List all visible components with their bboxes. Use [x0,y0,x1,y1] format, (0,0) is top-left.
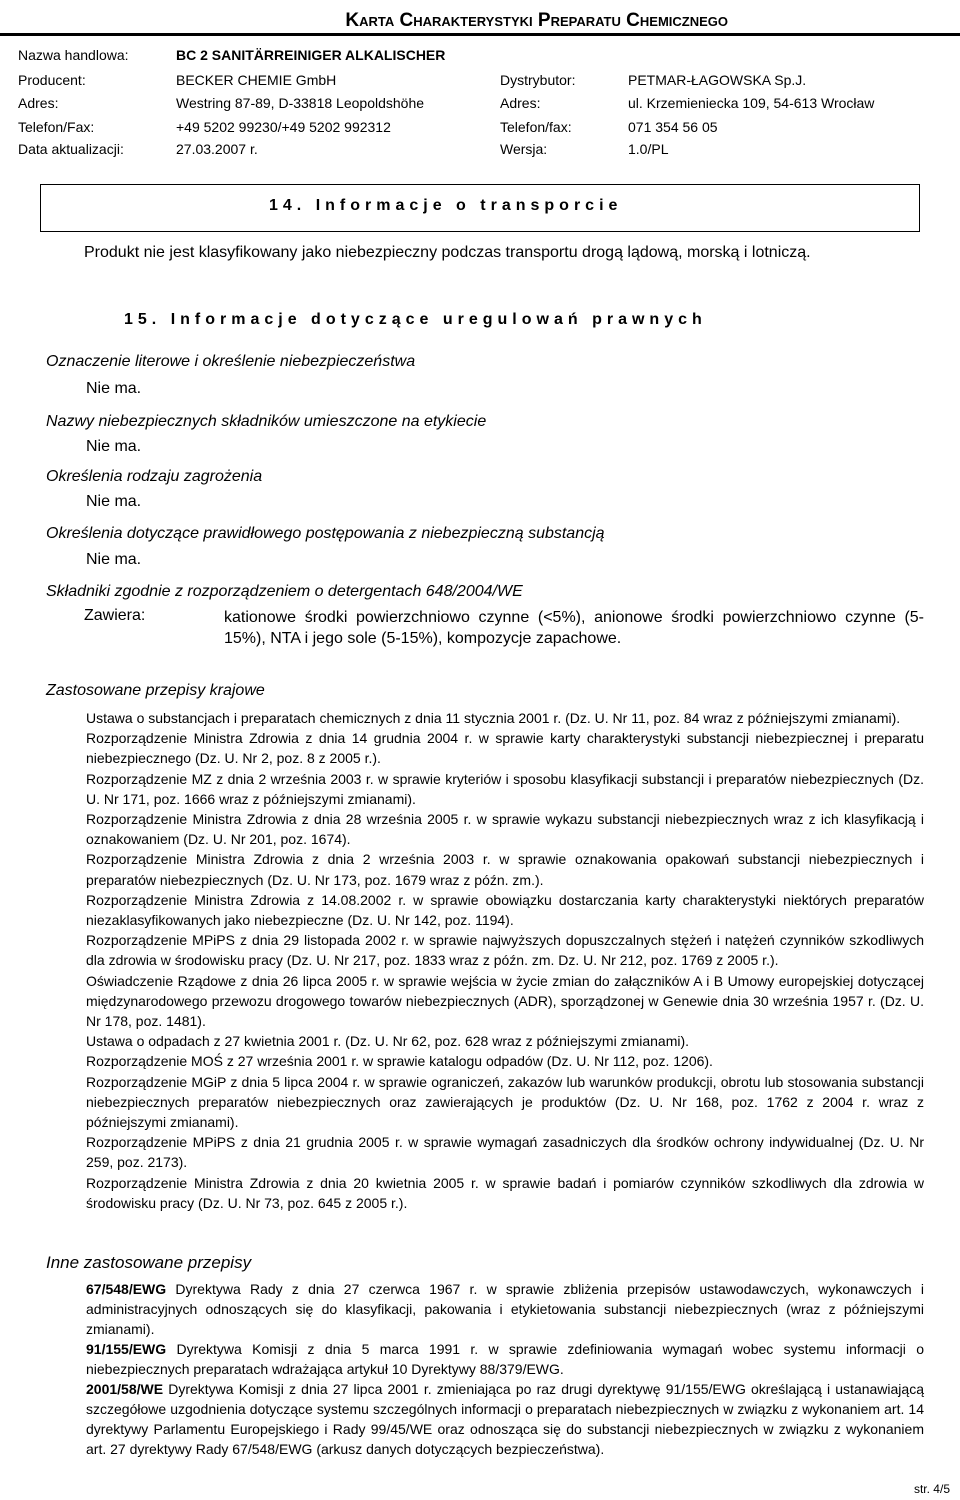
national-reg-item: Rozporządzenie MPiPS z dnia 29 listopada 2002 r. w sprawie najwyższych dopuszczalnych stężeń i natężeń czynników szkodliwych dla zdrowia w środowisku pracy (Dz. U. Nr 217, poz. 1833 wraz z późn. zm. Dz. U. Nr 212, poz. 1769 z 2005 r.). [86,932,924,969]
risk-value: Nie ma. [86,493,142,510]
trade-name-value: BC 2 SANITÄRREINIGER ALKALISCHER [176,47,446,63]
version-label: Wersja: [500,141,548,157]
version-value: 1.0/PL [628,141,669,157]
risk-heading: Określenia rodzaju zagrożenia [46,468,263,485]
components-heading: Nazwy niebezpiecznych składników umieszczone na etykiecie [46,413,487,430]
other-regs-heading: Inne zastosowane przepisy [46,1253,252,1272]
trade-name-label: Nazwa handlowa: [18,47,129,63]
letter-heading: Oznaczenie literowe i określenie niebezpieczeństwa [46,353,416,370]
national-reg-item: Rozporządzenie Ministra Zdrowia z dnia 28 września 2005 r. w sprawie wykazu substancji niebezpiecznych wraz z ich klasyfikacją i oznakowaniem (Dz. U. Nr 201, poz. 1674). [86,811,924,848]
other-reg-item [86,1379,924,1459]
distributor-phone: 071 354 56 05 [628,119,718,135]
national-reg-item: Ustawa o substancjach i preparatach chemicznych z dnia 11 stycznia 2001 r. (Dz. U. Nr 11, poz. 84 wraz z późniejszymi zmianami). [86,710,901,726]
other-reg-code: 2001/58/WE [86,1381,164,1397]
other-reg-code: 91/155/EWG [86,1341,167,1357]
update-label: Data aktualizacji: [18,141,124,157]
other-reg-code: 67/548/EWG [86,1281,167,1297]
other-reg-text: Dyrektywa Rady z dnia 27 czerwca 1967 r. w sprawie zbliżenia przepisów ustawodawczych, wykonawczych i administracyjnych odnoszących się do klasyfikacji, pakowania i etykietowania substancji niebezpiecznych (wraz z późniejszymi zmianami). [86,1281,924,1337]
phone-label: Telefon/Fax: [18,119,95,135]
national-reg-item: Rozporządzenie MGiP z dnia 5 lipca 2004 r. w sprawie ograniczeń, zakazów lub warunków produkcji, obrotu lub stosowania substancji niebezpiecznych preparatów niebezpiecznych oraz zawierających je produktów (Dz. U. Nr 168, poz. 1762 z 2004 r. wraz z późniejszymi zmianami). [86,1073,924,1131]
section-15-title: 15. Informacje dotyczące uregulowań prawnych [124,311,707,328]
other-reg-item [86,1339,924,1379]
national-reg-item: Rozporządzenie MPiPS z dnia 21 grudnia 2005 r. w sprawie wymagań zasadniczych dla środków ochrony indywidualnej (Dz. U. Nr 259, poz. 2173). [86,1134,924,1171]
detergent-heading: Składniki zgodnie z rozporządzeniem o detergentach 648/2004/WE [46,583,523,600]
national-reg-item: Rozporządzenie Ministra Zdrowia z dnia 2 września 2003 r. w sprawie oznakowania opakowań substancji niebezpiecznych i preparatów niebezpiecznych (Dz. U. Nr 173, poz. 1679 wraz z późn. zm.). [86,851,924,888]
contains-label: Zawiera: [84,607,146,624]
safety-heading: Określenia dotyczące prawidłowego postępowania z niebezpieczną substancją [46,525,605,542]
national-reg-item: Oświadczenie Rządowe z dnia 26 lipca 2005 r. w sprawie wejścia w życie zmian do załączników A i B Umowy europejskiej dotyczącej międzynarodowego przewozu drogowego towarów niebezpiecznych (ADR), sporządzonej w Genewie dnia 30 września 1957 r. (Dz. U. Nr 178, poz. 1481). [86,972,924,1030]
national-reg-item: Rozporządzenie MZ z dnia 2 września 2003 r. w sprawie kryteriów i sposobu klasyfikacji substancji i preparatów niebezpiecznych (Dz. U. Nr 171, poz. 1666 wraz z późniejszymi zmianami). [86,770,924,807]
section-14-box [40,184,920,232]
national-reg-item: Ustawa o odpadach z 27 kwietnia 2001 r. (Dz. U. Nr 62, poz. 628 wraz z późniejszymi zmianami). [86,1033,690,1050]
contains-text: kationowe środki powierzchniowo czynne (<5%), anionowe środki powierzchniowo czynne (5-15%), NTA i jego sole (5-15%), kompozycje zapachowe. [224,609,924,647]
other-reg-text: Dyrektywa Komisji z dnia 27 lipca 2001 r. zmieniająca po raz drugi dyrektywę 91/155/EWG określającą i ustanawiającą szczegółowe uzgodnienia dotyczące systemu szczególnych informacji o preparatach niebezpiecznych w związku z wykonaniem art. 14 dyrektywy Parlamentu Europejskiego i Rady 99/45/WE oraz odnosząca się do substancji niebezpiecznych w związku z wykonaniem art. 27 dyrektywy Rady 67/548/EWG (arkusz danych dotyczących bezpieczeństwa). [86,1381,924,1457]
letter-value: Nie ma. [86,380,142,397]
national-reg-item: Rozporządzenie Ministra Zdrowia z dnia 14 grudnia 2004 r. w sprawie karty charakterystyki substancji niebezpiecznej i preparatu niebezpiecznego (Dz. U. Nr 2, poz. 8 z 2005 r.). [86,730,924,767]
title-bar [0,10,960,36]
national-reg-item: Rozporządzenie Ministra Zdrowia z 14.08.2002 r. w sprawie obowiązku dostarczania karty charakterystyki niektórych preparatów niezaklasyfikowanych jako niebezpieczne (Dz. U. Nr 142, poz. 1194). [86,891,924,929]
distributor-address-label: Adres: [500,95,541,111]
producer-phone: +49 5202 99230/+49 5202 992312 [176,119,391,135]
national-regs-heading: Zastosowane przepisy krajowe [46,682,265,699]
national-reg-item: Rozporządzenie MOŚ z 27 września 2001 r. w sprawie katalogu odpadów (Dz. U. Nr 112, poz. 1206). [86,1053,713,1070]
update-date: 27.03.2007 r. [176,141,258,157]
distributor-value: PETMAR-ŁAGOWSKA Sp.J. [628,72,807,88]
address-label: Adres: [18,95,59,111]
other-reg-text: Dyrektywa Komisji z dnia 5 marca 1991 r. w sprawie zdefiniowania wymagań wobec systemu informacji o niebezpiecznych preparatach wdrażająca artykuł 10 Dyrektywy 88/379/EWG. [86,1341,924,1377]
components-value: Nie ma. [86,438,142,455]
other-regs-list [86,1279,924,1459]
producer-label: Producent: [18,72,86,88]
national-regs-list [86,708,924,1213]
producer-value: BECKER CHEMIE GmbH [176,72,337,88]
page-number: str. 4/5 [913,1482,950,1496]
section-14-text: Produkt nie jest klasyfikowany jako niebezpieczny podczas transportu drogą lądową, morską i lotniczą. [84,244,811,261]
distributor-label: Dystrybutor: [500,72,576,88]
producer-address: Westring 87-89, D-33818 Leopoldshöhe [176,95,425,111]
national-reg-item: Rozporządzenie Ministra Zdrowia z dnia 20 kwietnia 2005 r. w sprawie badań i pomiarów czynników szkodliwych dla zdrowia w środowisku pracy (Dz. U. Nr 73, poz. 645 z 2005 r.). [86,1174,924,1211]
other-reg-item [86,1279,924,1339]
safety-value: Nie ma. [86,551,142,568]
distributor-address: ul. Krzemieniecka 109, 54-613 Wrocław [628,95,875,111]
distributor-phone-label: Telefon/fax: [500,119,572,135]
document-title: Karta Charakterystyki Preparatu Chemicznego [345,10,728,31]
section-14-title: 14. Informacje o transporcie [269,197,623,214]
